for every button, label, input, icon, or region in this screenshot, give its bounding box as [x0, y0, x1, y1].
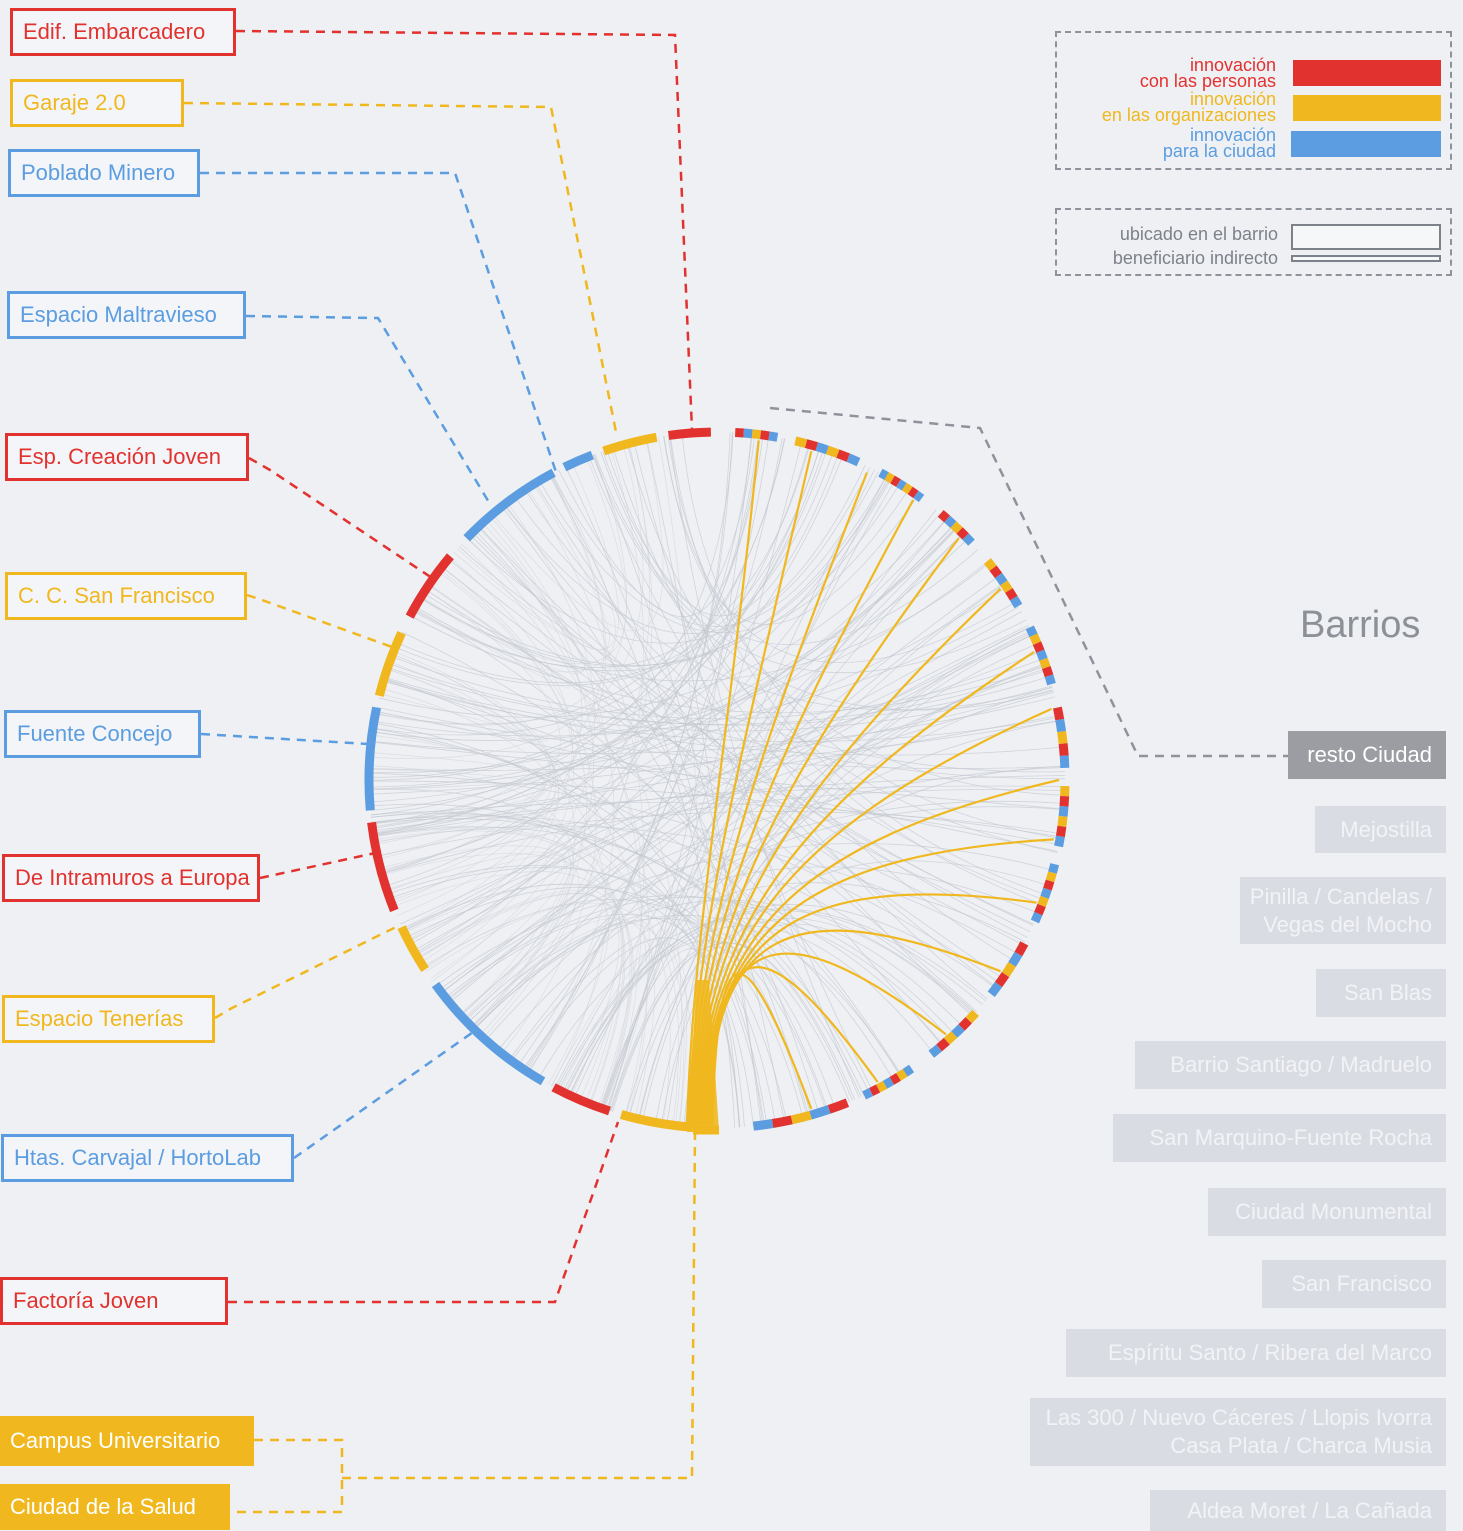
barrio-arc — [1047, 881, 1050, 889]
background-chord — [393, 654, 559, 940]
space-leader — [236, 31, 692, 430]
barrio-arc — [1014, 598, 1019, 606]
barrio-arc — [753, 1124, 772, 1127]
barrio-arc — [1057, 708, 1059, 720]
barrio-arc — [1049, 676, 1052, 684]
barrio-arc — [1064, 796, 1065, 806]
barrio-label — [1066, 1329, 1446, 1377]
legend-ciudad-swatch — [1291, 131, 1441, 157]
barrio-arc — [769, 436, 777, 437]
space-label: Campus Universitario — [0, 1416, 254, 1466]
barrio-arc — [848, 458, 858, 462]
barrio-arc — [987, 561, 993, 568]
barrio-arc — [1059, 836, 1061, 846]
barrio-label-line: Casa Plata / Charca Musia — [1170, 1433, 1432, 1458]
barrio-arc — [887, 476, 893, 479]
space-label: C. C. San Francisco — [5, 572, 247, 620]
space-leader — [246, 316, 490, 504]
barrio-arc — [999, 576, 1004, 583]
background-chord — [448, 559, 1033, 925]
barrio-arc — [1006, 964, 1013, 974]
legend-organizaciones-label: innovación en las organizaciones — [1101, 89, 1276, 125]
legend-ubicado-label: ubicado en el barrio — [1119, 224, 1278, 244]
barrio-arc — [939, 1041, 947, 1048]
space-arc — [564, 455, 592, 467]
barrio-arc — [1050, 873, 1053, 881]
barrio-arc — [947, 519, 953, 525]
legend-ubicado-swatch — [1291, 224, 1441, 250]
barrio-label-line: Ciudad Monumental — [1235, 1199, 1432, 1224]
barrios-title: Barrios — [1300, 604, 1421, 646]
barrio-arc — [1063, 806, 1064, 816]
location-legend — [1055, 208, 1452, 276]
barrio-arc — [993, 568, 998, 575]
barrio-label — [1315, 806, 1446, 853]
barrio-arc — [947, 1035, 955, 1042]
space-label: Espacio Tenerías — [2, 995, 215, 1043]
barrio-label-line: Barrio Santiago / Madruelo — [1170, 1052, 1432, 1077]
legend-personas-swatch — [1293, 60, 1441, 86]
barrio-arc — [1037, 643, 1040, 651]
barrio-arc — [1004, 583, 1009, 591]
background-chord — [375, 826, 1019, 954]
barrio-arc — [999, 975, 1006, 985]
barrio-label — [1316, 969, 1446, 1017]
barrio-arc — [904, 487, 910, 491]
barrio-label — [1135, 1041, 1446, 1089]
space-leader — [201, 734, 368, 744]
barrio-arc — [1035, 914, 1038, 922]
barrio-arc — [1012, 954, 1018, 964]
barrio-arc — [893, 480, 899, 484]
space-arc — [410, 556, 451, 616]
barrio-arc — [954, 1028, 961, 1035]
barrio-label-line: Mejostilla — [1340, 816, 1432, 842]
barrio-arc — [960, 531, 966, 537]
legend-organizaciones-swatch — [1293, 95, 1441, 121]
barrio-arc — [838, 454, 848, 458]
barrio-arc — [885, 1081, 892, 1085]
space-leader — [247, 595, 392, 647]
space-label: Factoría Joven — [0, 1277, 228, 1325]
barrio-arc — [1040, 651, 1043, 659]
barrio-arc — [817, 447, 828, 450]
barrio-arc — [864, 1092, 871, 1095]
space-arc — [436, 985, 544, 1082]
space-arc — [379, 633, 401, 696]
barrio-label-line: Aldea Moret / La Cañada — [1187, 1497, 1432, 1523]
space-arc — [369, 708, 377, 811]
legend-beneficiario-swatch — [1291, 255, 1441, 262]
space-arc — [402, 927, 426, 969]
legend-beneficiario-label: beneficiario indirecto — [1112, 248, 1278, 268]
background-chord — [634, 442, 873, 1091]
barrio-label — [1208, 1188, 1446, 1236]
barrio-arc — [905, 1069, 912, 1073]
barrio-arc — [1043, 659, 1046, 667]
space-label: Garaje 2.0 — [10, 79, 184, 127]
space-label: Edif. Embarcadero — [10, 8, 236, 56]
barrio-arc — [969, 1013, 976, 1020]
legend-personas-label: innovación con las personas — [1139, 55, 1276, 91]
legend-ciudad-label: innovación para la ciudad — [1162, 125, 1276, 161]
space-arc — [467, 473, 554, 539]
space-label: Fuente Concejo — [4, 710, 201, 758]
barrio-arc — [1038, 906, 1041, 914]
barrio-arc — [792, 1115, 811, 1120]
barrio-arc — [910, 491, 916, 495]
barrio-arc — [795, 441, 806, 444]
barrio-arc — [806, 444, 817, 447]
barrio-arc — [811, 1109, 830, 1115]
barrio-arc — [735, 433, 744, 434]
barrio-arc — [827, 450, 838, 454]
barrio-arc — [744, 433, 753, 434]
barrio-arc — [931, 1048, 939, 1054]
barrio-arc — [1060, 720, 1062, 732]
space-leader — [342, 1132, 695, 1478]
barrio-label-line: Las 300 / Nuevo Cáceres / Llopis Ivorra — [1045, 1405, 1432, 1430]
barrio-arc — [1030, 627, 1034, 635]
barrio-arc — [871, 1089, 878, 1093]
barrio-arc — [899, 483, 905, 487]
barrio-arc — [878, 1085, 885, 1089]
barrio-label — [1240, 877, 1446, 944]
background-chord — [539, 481, 908, 633]
space-arc — [669, 432, 711, 435]
barrio-arc — [773, 1120, 792, 1124]
space-leader — [184, 103, 617, 437]
barrio-label-line: San Francisco — [1291, 1271, 1432, 1296]
barrio-arc — [1042, 897, 1045, 905]
background-chord — [371, 813, 861, 1096]
space-leader — [294, 1030, 476, 1158]
innovation-legend — [1055, 31, 1452, 170]
barrio-label — [1150, 1490, 1446, 1531]
barrio-arc — [1060, 826, 1062, 836]
space-label: Esp. Creación Joven — [5, 433, 249, 481]
space-leader — [200, 173, 556, 472]
barrio-arc — [752, 434, 760, 435]
space-label: De Intramuros a Europa — [2, 854, 260, 902]
space-leader — [249, 458, 432, 578]
barrio-label-line: Vegas del Mocho — [1263, 911, 1432, 937]
barrio-arc — [899, 1073, 906, 1077]
barrio-arc — [1062, 732, 1064, 744]
barrio-arc — [962, 1020, 969, 1027]
barrio-arc — [991, 985, 998, 995]
barrio-arc — [1063, 744, 1064, 756]
barrio-label-line: Pinilla / Candelas / — [1249, 883, 1432, 909]
barrio-arc — [829, 1103, 847, 1110]
barrio-arc — [953, 525, 959, 531]
space-label: Poblado Minero — [8, 149, 200, 197]
space-leader — [215, 927, 396, 1018]
barrio-arc — [916, 494, 922, 498]
barrio-label — [1262, 1260, 1446, 1308]
barrio-arc — [941, 513, 947, 519]
barrio-arc — [966, 537, 972, 543]
barrio-arc — [1053, 864, 1055, 872]
background-chord — [372, 816, 571, 1019]
barrio-arc — [1034, 635, 1038, 643]
barrio-label-line: San Blas — [1343, 980, 1432, 1005]
space-label: Espacio Maltravieso — [7, 291, 246, 339]
barrio-arc — [1062, 816, 1063, 826]
barrio-label — [1288, 731, 1446, 779]
barrio-arc — [1046, 668, 1049, 676]
barrio-arc — [880, 473, 886, 476]
barrio-arc — [892, 1077, 899, 1081]
barrio-arc — [1045, 889, 1048, 897]
space-label: Ciudad de la Salud — [0, 1484, 230, 1530]
barrio-arc — [1018, 943, 1024, 954]
space-label: Htas. Carvajal / HortoLab — [1, 1134, 294, 1182]
campus-chord — [709, 953, 946, 1125]
barrio-label — [1113, 1114, 1446, 1162]
barrio-label-line: resto Ciudad — [1307, 742, 1432, 767]
barrio-arc — [761, 435, 769, 436]
space-leader — [260, 852, 380, 878]
barrio-arc — [1064, 756, 1065, 768]
barrio-label-line: Espíritu Santo / Ribera del Marco — [1107, 1340, 1432, 1365]
barrio-label — [1030, 1398, 1446, 1466]
barrio-arc — [1009, 591, 1014, 599]
barrio-label-line: San Marquino-Fuente Rocha — [1149, 1125, 1432, 1150]
